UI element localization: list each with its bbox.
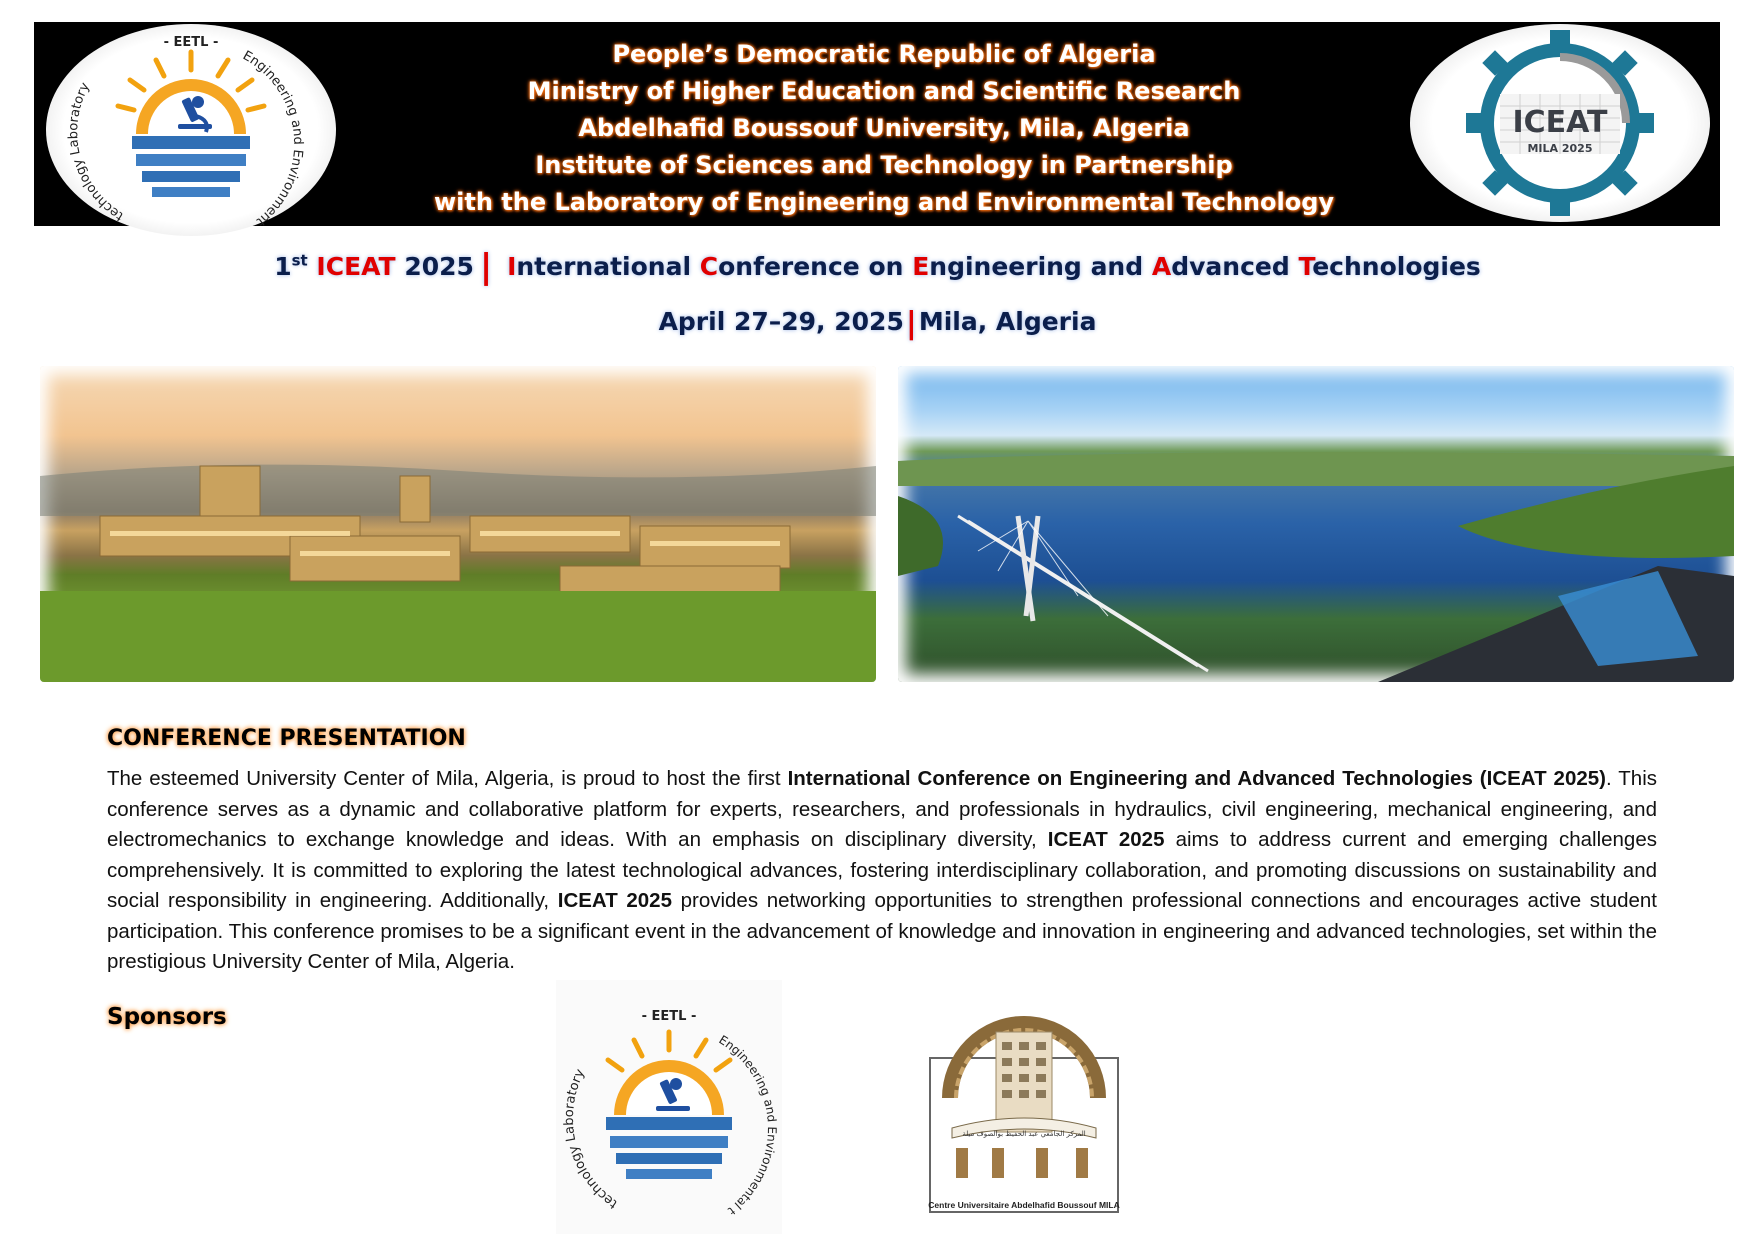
presentation-text-2: . This conference serves as a dynamic and collaborative platform for experts, researchers, and professionals in hydraulics, civil engineering, mechanical engineering, and electromechanics to exchange knowledge and ideas. With an emphasis on disciplinary diversity, bbox=[107, 767, 1658, 851]
svg-text:technology Laboratory bbox=[66, 80, 126, 223]
banner-line-5: with the Laboratory of Engineering and Environmental Technology bbox=[433, 188, 1335, 216]
sponsor-eetl-logo bbox=[556, 980, 782, 1234]
sponsor-university-logo bbox=[926, 988, 1122, 1216]
title-initial-c: C bbox=[699, 252, 719, 281]
eetl-logo bbox=[46, 24, 336, 236]
banner-line-3: Abdelhafid Boussouf University, Mila, Algeria bbox=[578, 114, 1190, 142]
title-word-on: on bbox=[868, 252, 904, 281]
sponsor-cu-caption: Centre Universitaire Abdelhafid Boussouf MILA bbox=[928, 1200, 1120, 1210]
title-ordinal: 1 bbox=[274, 252, 292, 281]
presentation-heading: CONFERENCE PRESENTATION bbox=[107, 726, 466, 751]
sponsor-eetl-ring-right: Engineering and Environmental t bbox=[716, 1032, 779, 1218]
banner-line-1: People’s Democratic Republic of Algeria bbox=[612, 40, 1156, 68]
iceat-logo-name: ICEAT bbox=[1512, 105, 1608, 140]
date-location bbox=[0, 303, 1755, 341]
iceat-logo-sub: MILA 2025 bbox=[1527, 142, 1593, 155]
title-initial-i: I bbox=[507, 252, 517, 281]
title-acronym: ICEAT bbox=[316, 252, 396, 281]
presentation-text-4: provides networking opportunities to strengthen professional connections and encourages active student participation. This conference promises to be a significant event in the advancement of knowledge and innovation in engineering and advanced technologies, set within the prestigious University Center of Mila, Algeria. bbox=[107, 889, 1657, 973]
institution-lines bbox=[354, 36, 1414, 221]
campus-photo bbox=[40, 366, 876, 682]
banner-line-2: Ministry of Higher Education and Scientific Research bbox=[527, 77, 1241, 105]
presentation-bold-3: ICEAT 2025 bbox=[557, 889, 672, 912]
sponsors-heading: Sponsors bbox=[107, 1004, 227, 1030]
eetl-ring-left: technology Laboratory bbox=[66, 80, 127, 224]
banner-line-4: Institute of Sciences and Technology in Partnership bbox=[535, 151, 1233, 179]
conference-title bbox=[0, 244, 1755, 287]
sponsor-cu-arabic: المركز الجامعي عبد الحفيظ بوالصوف ميلة bbox=[962, 1130, 1086, 1138]
presentation-paragraph bbox=[107, 764, 1657, 978]
presentation-bold-2: ICEAT 2025 bbox=[1047, 828, 1165, 851]
eetl-ring-right: Engineering and Environment bbox=[240, 48, 306, 229]
title-initial-e: E bbox=[912, 252, 930, 281]
title-separator: | bbox=[479, 247, 493, 287]
presentation-bold-1: International Conference on Engineering and Advanced Technologies (ICEAT 2025) bbox=[787, 767, 1606, 790]
title-word-conference: onference bbox=[718, 252, 860, 281]
eetl-abbr: - EETL - bbox=[163, 35, 219, 50]
iceat-logo bbox=[1410, 24, 1710, 222]
title-word-advanced: dvanced bbox=[1171, 252, 1290, 281]
sponsor-eetl-ring-left: technology Laboratory bbox=[561, 1066, 621, 1212]
title-word-technologies: echnologies bbox=[1312, 252, 1481, 281]
title-initial-a: A bbox=[1151, 252, 1172, 281]
header-banner bbox=[34, 22, 1720, 229]
date-separator: | bbox=[905, 306, 917, 341]
date-place: Mila, Algeria bbox=[918, 307, 1097, 336]
title-ordinal-suffix: st bbox=[291, 251, 308, 270]
title-initial-t: T bbox=[1298, 252, 1313, 281]
sponsor-eetl-abbr: - EETL - bbox=[641, 1009, 697, 1024]
presentation-text-1: The esteemed University Center of Mila, Algeria, is proud to host the first bbox=[107, 767, 788, 790]
title-word-engineering: ngineering bbox=[929, 252, 1082, 281]
presentation-text-3: aims to address current and emerging challenges comprehensively. It is committed to exploring the latest technological advances, fostering interdisciplinary collaboration, and promoting discussions on sustainability and social responsibility in engineering. Additionally, bbox=[107, 828, 1657, 912]
title-year: 2025 bbox=[404, 252, 474, 281]
date-range: April 27–29, 2025 bbox=[658, 307, 904, 336]
lake-bridge-photo bbox=[898, 366, 1734, 682]
title-word-international: nternational bbox=[516, 252, 692, 281]
title-word-and: and bbox=[1090, 252, 1144, 281]
